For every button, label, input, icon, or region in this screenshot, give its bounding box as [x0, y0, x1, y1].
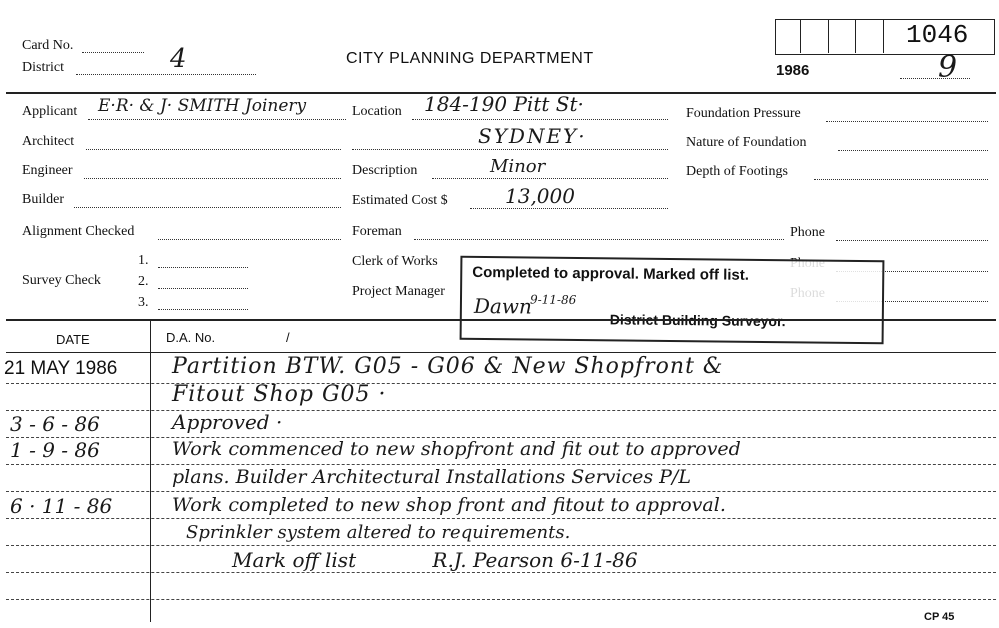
clerk-label: Clerk of Works — [352, 254, 438, 269]
form-code: CP 45 — [924, 611, 955, 623]
year: 1986 — [776, 62, 810, 79]
rule-line — [6, 599, 996, 600]
nature-line — [838, 150, 988, 151]
builder-label: Builder — [22, 192, 64, 207]
date-column-divider — [150, 320, 151, 622]
da-value: / — [286, 330, 290, 345]
applicant-value: E·R· & J· SMITH Joinery — [98, 96, 307, 116]
applicant-line — [88, 119, 346, 120]
card-number: 1046 — [906, 20, 969, 50]
card-no-line — [82, 52, 144, 53]
foundation-pressure-line — [826, 121, 988, 122]
survey-item-3: 3. — [138, 295, 149, 310]
entry-text: Fitout Shop G05 · — [172, 382, 387, 407]
box-divider — [883, 19, 884, 53]
table-top-border — [6, 319, 996, 321]
rule-line — [6, 491, 996, 492]
location-value-2: SYDNEY· — [478, 124, 587, 148]
survey-item-1: 1. — [138, 253, 149, 268]
entry-date: 3 - 6 - 86 — [10, 412, 100, 436]
cost-value: 13,000 — [505, 184, 575, 208]
entry-text: Mark off list R.J. Pearson 6-11-86 — [232, 548, 638, 572]
stamp-date: 9-11-86 — [529, 292, 577, 307]
handwritten-number: 9 — [938, 50, 958, 85]
survey-item-2: 2. — [138, 274, 149, 289]
foreman-label: Foreman — [352, 224, 402, 239]
cost-label: Estimated Cost $ — [352, 193, 448, 208]
phone-label-1: Phone — [790, 225, 825, 240]
rule-line — [6, 383, 996, 384]
stamp-line-2: District Building Surveyor. — [609, 311, 786, 330]
location-value: 184-190 Pitt St· — [424, 92, 584, 116]
description-label: Description — [352, 163, 418, 178]
architect-line — [86, 149, 341, 150]
stamp-line-1: Completed to approval. Marked off list. — [472, 263, 750, 284]
survey-line-3 — [158, 309, 248, 310]
rule-line — [6, 572, 996, 573]
cost-line — [470, 208, 668, 209]
alignment-label: Alignment Checked — [22, 224, 135, 239]
entry-date: 6 · 11 - 86 — [10, 494, 113, 518]
builder-line — [74, 207, 341, 208]
entry-text: Work commenced to new shopfront and fit out to approved — [172, 438, 741, 460]
survey-label: Survey Check — [22, 273, 101, 288]
entry-text: Work completed to new shop front and fitout to approval. — [172, 494, 726, 516]
entry-text: plans. Builder Architectural Installations Services P/L — [172, 466, 691, 488]
nature-label: Nature of Foundation — [686, 135, 807, 150]
approval-stamp — [460, 256, 885, 344]
engineer-label: Engineer — [22, 163, 73, 178]
department-title: CITY PLANNING DEPARTMENT — [346, 50, 594, 67]
architect-label: Architect — [22, 134, 75, 149]
rule-line — [6, 410, 996, 411]
box-divider — [855, 19, 856, 53]
location-line — [412, 119, 668, 120]
district-label: District — [22, 60, 64, 75]
entry-date: 21 MAY 1986 — [4, 358, 118, 379]
district-line — [76, 74, 256, 75]
entry-date: 1 - 9 - 86 — [10, 438, 100, 462]
survey-line-2 — [158, 288, 248, 289]
entry-text: Approved · — [172, 410, 283, 434]
engineer-line — [84, 178, 341, 179]
entry-text: Sprinkler system altered to requirements. — [186, 522, 571, 543]
box-divider — [828, 19, 829, 53]
description-line — [432, 178, 668, 179]
entry-text: Partition BTW. G05 - G06 & New Shopfront & — [172, 354, 724, 379]
depth-line — [814, 179, 988, 180]
card-number-line — [900, 78, 970, 79]
phone-line-1 — [836, 240, 988, 241]
pm-label: Project Manager — [352, 284, 445, 299]
rule-line — [6, 545, 996, 546]
foreman-line — [414, 239, 784, 240]
rule-line — [6, 464, 996, 465]
depth-label: Depth of Footings — [686, 164, 788, 179]
alignment-line — [158, 239, 341, 240]
district-value: 4 — [170, 44, 187, 74]
rule-line — [6, 518, 996, 519]
location-line-2 — [352, 149, 668, 150]
foundation-pressure-label: Foundation Pressure — [686, 106, 801, 121]
stamp-signature: Dawn — [473, 293, 533, 319]
date-header: DATE — [56, 332, 90, 347]
table-header-border — [6, 352, 996, 353]
card-no-label: Card No. — [22, 38, 74, 53]
location-label: Location — [352, 104, 402, 119]
survey-line-1 — [158, 267, 248, 268]
applicant-label: Applicant — [22, 104, 78, 119]
description-value: Minor — [490, 156, 546, 177]
box-divider — [800, 19, 801, 53]
da-header: D.A. No. — [166, 330, 216, 345]
